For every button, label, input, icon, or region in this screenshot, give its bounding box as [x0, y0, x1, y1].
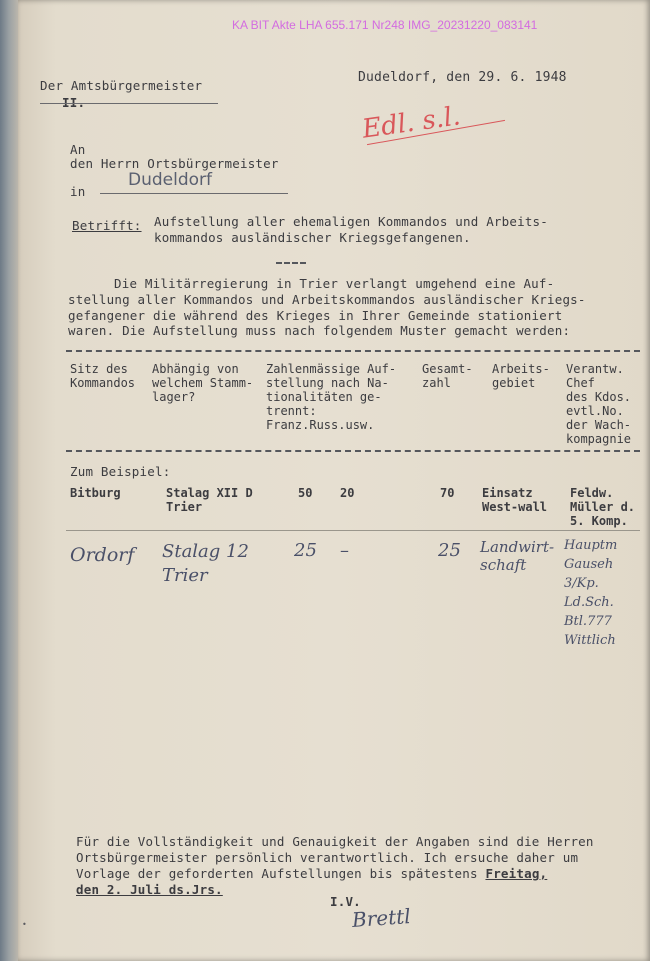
recipient-title: den Herrn Ortsbürgermeister	[70, 156, 279, 171]
closing-line-3-text: Vorlage der geforderten Aufstellungen bis spätestens	[76, 866, 486, 881]
body-line-1: Die Militärregierung in Trier verlangt umgehend eine Auf-	[114, 276, 555, 291]
header-verantwortlich: Verantw. Chef des Kdos. evtl.No. der Wach- kompagnie	[566, 362, 632, 446]
place-date: Dudeldorf, den 29. 6. 1948	[358, 70, 567, 85]
body-line-3: gefangener die während des Krieges in Ihrer Gemeinde stationiert	[68, 308, 563, 323]
subject-line-2: kommandos ausländischer Kriegsgefangenen.	[154, 230, 471, 245]
recipient-place: Dudeldorf	[128, 170, 213, 190]
hand-total: 25	[438, 540, 461, 561]
body-line-4: waren. Die Aufstellung muss nach folgendem Muster gemacht werden:	[68, 323, 571, 338]
recipient-in: in	[70, 184, 86, 199]
separator	[276, 262, 306, 264]
closing-deadline-date: den 2. Juli ds.Jrs.	[76, 882, 223, 897]
closing-deadline-day: Freitag,	[485, 866, 548, 881]
margin-mark: •	[22, 920, 27, 929]
archive-watermark: KA BIT Akte LHA 655.171 Nr248 IMG_20231220_083141	[232, 18, 538, 32]
hand-arbeitsgebiet: Landwirt- schaft	[480, 538, 555, 574]
header-abhaengig: Abhängig von welchem Stamm- lager?	[152, 362, 254, 404]
hand-sitz: Ordorf	[70, 544, 135, 566]
example-count-1: 50	[298, 486, 313, 500]
example-bottom-rule	[66, 530, 640, 531]
header-arbeitsgebiet: Arbeits- gebiet	[492, 362, 550, 390]
hand-stalag: Stalag 12 Trier	[162, 541, 249, 586]
table-top-rule	[66, 350, 640, 352]
sender-title: Der Amtsbürgermeister	[40, 78, 203, 93]
example-sitz: Bitburg	[70, 486, 121, 500]
hand-chef: Hauptm Gauseh 3/Kp. Ld.Sch. Btl.777 Wittlich	[564, 538, 618, 648]
sender-underline	[40, 103, 218, 104]
body-line-2: stellung aller Kommandos und Arbeitskommandos ausländischer Kriegs-	[68, 292, 586, 307]
subject-line-1: Aufstellung aller ehemaligen Kommandos und Arbeits-	[154, 214, 549, 229]
recipient-place-line	[100, 193, 288, 194]
signature-iv: I.V.	[330, 894, 361, 909]
hand-count-1: 25	[294, 540, 317, 561]
document-page	[18, 0, 650, 961]
header-sitz: Sitz des Kommandos	[70, 362, 136, 390]
example-count-2: 20	[340, 486, 355, 500]
closing-line-2: Ortsbürgermeister persönlich verantwortlich. Ich ersuche daher um	[76, 850, 579, 865]
example-total: 70	[440, 486, 455, 500]
closing-line-1: Für die Vollständigkeit und Genauigkeit der Angaben sind die Herren	[76, 834, 594, 849]
closing-line-3	[76, 866, 547, 881]
example-chef: Feldw. Müller d. 5. Komp.	[570, 486, 636, 528]
example-arbeitsgebiet: Einsatz West-wall	[482, 486, 548, 514]
sender-department: II.	[62, 95, 86, 110]
hand-count-2: –	[340, 540, 349, 561]
example-stalag: Stalag XII D Trier	[166, 486, 253, 514]
example-label: Zum Beispiel:	[70, 464, 171, 479]
header-gesamtzahl: Gesamt- zahl	[422, 362, 473, 390]
recipient-an: An	[70, 142, 86, 157]
header-bottom-rule	[66, 450, 640, 452]
signature-handwritten: Brettl	[351, 903, 412, 933]
subject-label: Betrifft:	[72, 218, 142, 233]
header-zahlenmaessig: Zahlenmässige Auf- stellung nach Na- tionalitäten ge- trennt: Franz.Russ.usw.	[266, 362, 397, 432]
handwritten-stamp: Edl. s.l.	[360, 101, 463, 145]
